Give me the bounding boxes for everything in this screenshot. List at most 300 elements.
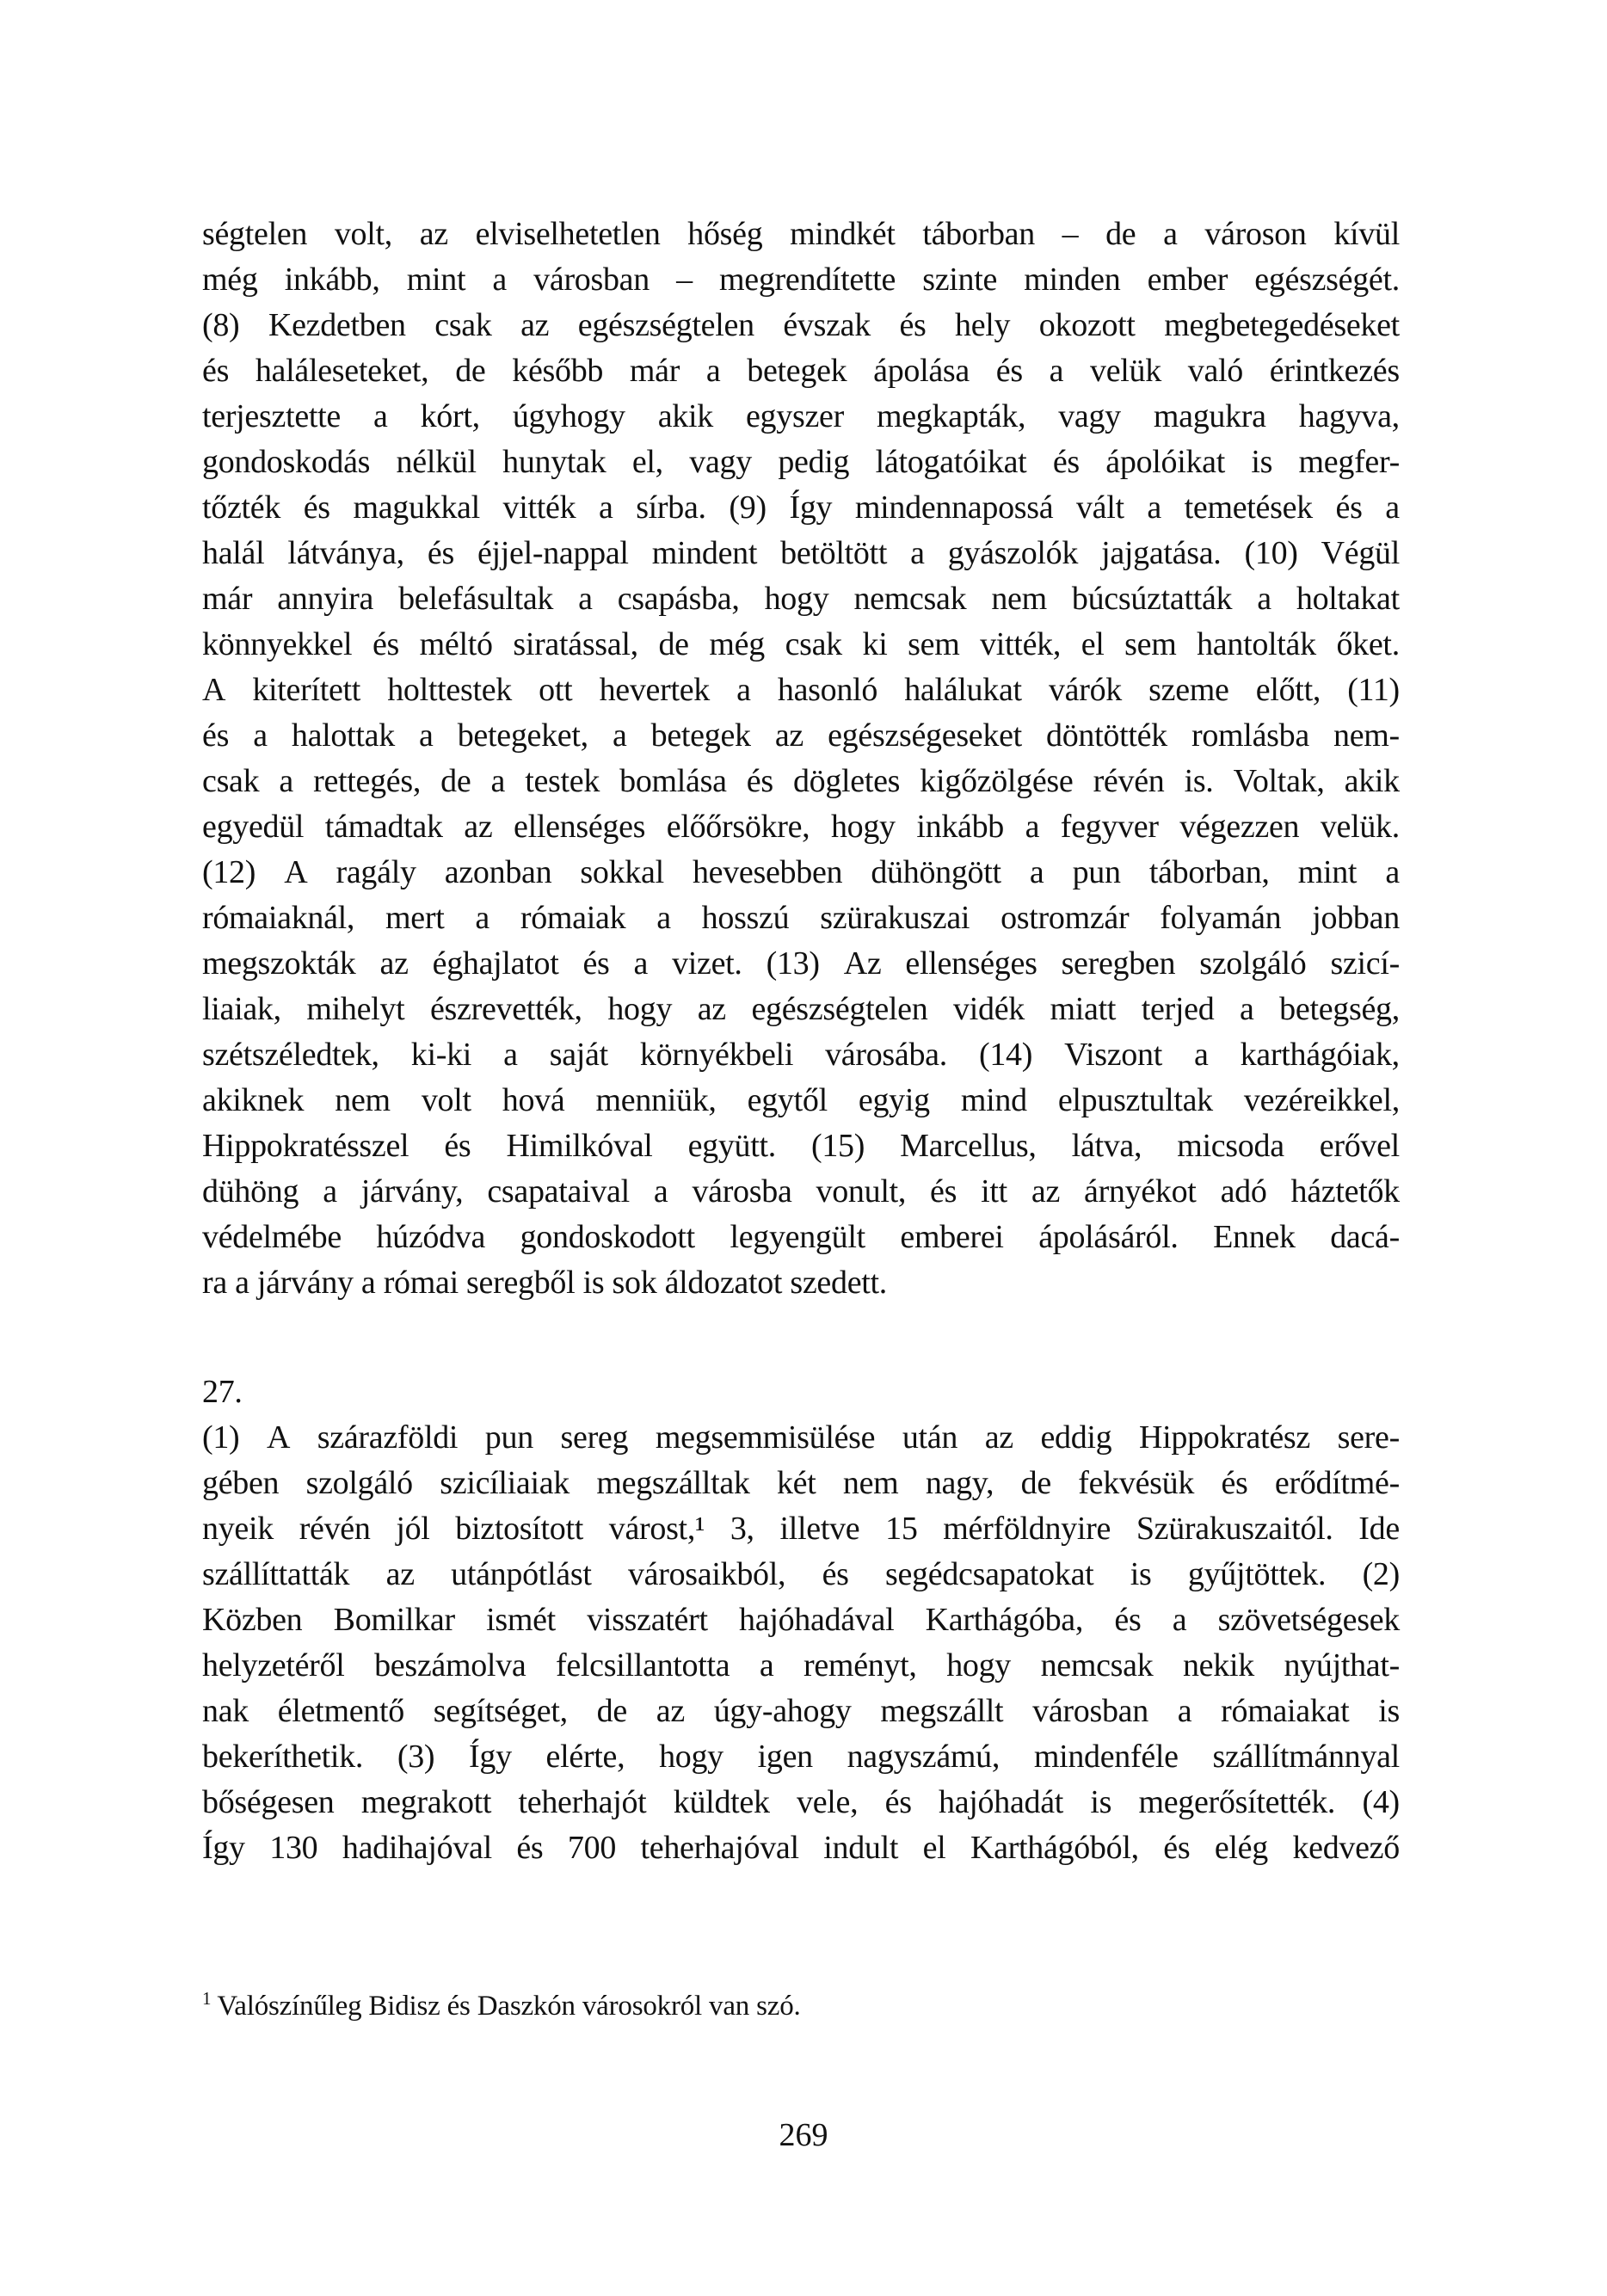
word: segédcsapatokat [885, 1556, 1094, 1592]
word: miatt [1050, 991, 1117, 1027]
word: indult [823, 1830, 899, 1866]
word: kiterített [252, 672, 361, 708]
text-line [202, 1552, 1400, 1597]
word: szicíliaiak [440, 1465, 570, 1501]
word: mindkét [790, 216, 896, 252]
word: nem [335, 1082, 391, 1118]
word: Bomilkar [333, 1602, 455, 1638]
word: 130 [269, 1830, 318, 1866]
word: sere- [1337, 1419, 1400, 1456]
word: és [202, 717, 230, 754]
word: szicí- [1330, 945, 1400, 982]
text-line [202, 1734, 1400, 1780]
word: és [427, 535, 454, 571]
word: megfer- [1298, 444, 1400, 480]
word: ostromzár [1001, 900, 1130, 936]
word: még [709, 626, 765, 662]
word: látogatóikat [875, 444, 1027, 480]
word: annyira [277, 581, 374, 617]
text-line [202, 1461, 1400, 1506]
paragraph [202, 1415, 1400, 1871]
word: teherhajóval [640, 1830, 799, 1866]
word: végezzen [1179, 809, 1300, 845]
word: folyamán [1160, 900, 1282, 936]
word: nyeik [202, 1511, 274, 1547]
word: hogy [607, 991, 673, 1027]
text-line [202, 531, 1400, 576]
word: a [1257, 581, 1271, 617]
word: a [503, 1037, 518, 1073]
word: kigőzölgése [920, 763, 1074, 799]
word: Így [469, 1739, 512, 1775]
word: vele, [797, 1784, 859, 1820]
word: hadihajóval [342, 1830, 492, 1866]
word: itt [981, 1173, 1007, 1210]
text-line [202, 850, 1400, 896]
word: de [1020, 1465, 1051, 1501]
word: az [419, 216, 448, 252]
word: is [1378, 1693, 1400, 1729]
word: a [656, 900, 671, 936]
word: városba [692, 1173, 792, 1210]
word: akik [1344, 763, 1400, 799]
word: azonban [444, 854, 552, 890]
word: látványa, [287, 535, 404, 571]
word: egészségtelen [577, 307, 754, 343]
word: és [822, 1556, 849, 1592]
word: és [303, 489, 330, 526]
word: fegyver [1060, 809, 1159, 845]
text-line [202, 257, 1400, 303]
word: (14) [978, 1037, 1033, 1073]
word: együtt. [687, 1128, 776, 1164]
word: vezéreikkel, [1243, 1082, 1400, 1118]
word: és [1335, 489, 1363, 526]
word: városába. [825, 1037, 947, 1073]
word: az [697, 991, 726, 1027]
word: szétszéledtek, [202, 1037, 379, 1073]
word: csak [785, 626, 842, 662]
word: egészségét. [1254, 262, 1400, 298]
word: nagyszámú, [847, 1739, 1001, 1775]
word: észrevették, [429, 991, 582, 1027]
word: (11) [1347, 672, 1400, 708]
word: hevesebben [692, 854, 843, 890]
body-text [202, 212, 1400, 1871]
word: halálukat [904, 672, 1022, 708]
word: rettegés, [313, 763, 422, 799]
word: megsemmisülése [655, 1419, 876, 1456]
word: gyűjtöttek. [1187, 1556, 1327, 1592]
word: Hippokratész [1138, 1419, 1310, 1456]
text-line [202, 941, 1400, 987]
word: is [1251, 444, 1273, 480]
word: erődítmé- [1274, 1465, 1400, 1501]
word: évszak [783, 307, 871, 343]
word: biztosított [455, 1511, 583, 1547]
word: a [323, 1173, 337, 1210]
word: legyengült [730, 1219, 865, 1255]
word: szeme [1148, 672, 1229, 708]
word: sokkal [580, 854, 664, 890]
word: városban [1032, 1693, 1148, 1729]
text-line [202, 1415, 1400, 1461]
word: jobban [1312, 900, 1400, 936]
word: – [1062, 216, 1079, 252]
word: egytől [747, 1082, 828, 1118]
word: de [1105, 216, 1136, 252]
word: a [279, 763, 293, 799]
word: városaikból, [627, 1556, 786, 1592]
word: árnyékot [1084, 1173, 1197, 1210]
word: várók [1048, 672, 1122, 708]
word: (1) [202, 1419, 240, 1456]
word: révén [299, 1511, 371, 1547]
word: vizet. [672, 945, 742, 982]
word: szolgáló [1199, 945, 1307, 982]
word: betöltött [780, 535, 888, 571]
word: az [984, 1419, 1013, 1456]
word: döntötték [1046, 717, 1167, 754]
word: bőségesen [202, 1784, 335, 1820]
word: magukkal [353, 489, 480, 526]
word: betegség, [1279, 991, 1400, 1027]
word: szövetségesek [1217, 1602, 1400, 1638]
word: és [516, 1830, 544, 1866]
word: akik [657, 398, 713, 434]
word: karthágóiak, [1240, 1037, 1400, 1073]
word: mihelyt [306, 991, 405, 1027]
word: rómaiak [520, 900, 626, 936]
word: dühöngött [871, 854, 1001, 890]
word: környékbeli [639, 1037, 794, 1073]
word: a [1177, 1693, 1192, 1729]
word: sem [1124, 626, 1177, 662]
word: felcsillantotta [556, 1647, 730, 1684]
text-line [202, 987, 1400, 1032]
word: kívül [1333, 216, 1400, 252]
word: a [612, 717, 627, 754]
word: támadtak [324, 809, 443, 845]
word: a [253, 717, 268, 754]
word: rómaiaknál, [202, 900, 355, 936]
word: haláleseteket, [255, 353, 429, 389]
word: a [1049, 353, 1064, 389]
word: szállíttatták [202, 1556, 350, 1592]
word: nélkül [396, 444, 477, 480]
page-number: 269 [779, 2117, 828, 2153]
word: volt, [334, 216, 392, 252]
word: a [736, 672, 751, 708]
word: ember [1147, 262, 1228, 298]
word: és [1052, 444, 1080, 480]
text-line [202, 896, 1400, 941]
text-line [202, 1169, 1400, 1215]
word: is [1130, 1556, 1152, 1592]
text-line: ra a járvány a római seregből is sok áldozatot szedett. [202, 1265, 887, 1301]
word: fekvésük [1078, 1465, 1195, 1501]
word: előtt, [1255, 672, 1321, 708]
word: szürakuszai [820, 900, 970, 936]
word: hunytak [502, 444, 606, 480]
word: minden [1024, 262, 1121, 298]
word: a [1163, 216, 1178, 252]
word: saját [549, 1037, 608, 1073]
text-line [202, 759, 1400, 804]
word: után [902, 1419, 958, 1456]
text-line [202, 1643, 1400, 1689]
word: a [1385, 854, 1400, 890]
word: emberei [900, 1219, 1004, 1255]
word: vagy [1058, 398, 1121, 434]
word: városon [1204, 216, 1307, 252]
text-line [202, 576, 1400, 622]
word: ismét [486, 1602, 556, 1638]
word: előőrsökre, [666, 809, 810, 845]
footnote-marker: 1 [202, 1988, 212, 2009]
word: a [653, 1173, 668, 1210]
word: megkapták, [876, 398, 1026, 434]
word: városban [533, 262, 650, 298]
word: és [1163, 1830, 1191, 1866]
word: bomlása [619, 763, 727, 799]
word: gondoskodás [202, 444, 371, 480]
word: megszálltak [596, 1465, 750, 1501]
word: egyig [858, 1082, 930, 1118]
word: inkább [916, 809, 1004, 845]
word: a [578, 581, 593, 617]
word: visszatért [587, 1602, 708, 1638]
text-line [202, 713, 1400, 759]
word: dühöng [202, 1173, 299, 1210]
word: micsoda [1177, 1128, 1284, 1164]
word: Ide [1358, 1511, 1400, 1547]
word: csak [434, 307, 492, 343]
word: siratással, [513, 626, 638, 662]
text-line [202, 1780, 1400, 1825]
word: hogy [830, 809, 896, 845]
footnote [202, 1979, 801, 2025]
text-line [202, 1825, 1400, 1871]
word: Voltak, [1233, 763, 1325, 799]
word: el [1081, 626, 1105, 662]
word: Így [789, 489, 833, 526]
word: vonult, [816, 1173, 907, 1210]
text-line [202, 804, 1400, 850]
word: hová [502, 1082, 565, 1118]
text-line [202, 348, 1400, 394]
word: és [444, 1128, 471, 1164]
word: belefásultak [398, 581, 554, 617]
word: (3) [397, 1739, 435, 1775]
text-line [202, 622, 1400, 668]
word: hely [955, 307, 1011, 343]
word: pun [484, 1419, 533, 1456]
word: védelmébe [202, 1219, 342, 1255]
text-line [202, 668, 1400, 713]
word: bekeríthetik. [202, 1739, 364, 1775]
word: Végül [1321, 535, 1400, 571]
word: gondoskodott [520, 1219, 695, 1255]
word: (9) [729, 489, 767, 526]
word: szinte [922, 262, 998, 298]
word: nekik [1182, 1647, 1254, 1684]
word: ott [539, 672, 573, 708]
word: hajóhadával [739, 1602, 895, 1638]
word: (2) [1362, 1556, 1400, 1592]
word: ki [862, 626, 888, 662]
word: mert [385, 900, 445, 936]
word: csapataival [487, 1173, 630, 1210]
word: éjjel-nappal [477, 535, 629, 571]
word: és [930, 1173, 957, 1210]
word: nak [202, 1693, 249, 1729]
word: velük. [1320, 809, 1400, 845]
word: elpusztultak [1057, 1082, 1213, 1118]
word: táborban, [1148, 854, 1270, 890]
word: révén [1093, 763, 1165, 799]
word: őket. [1336, 626, 1400, 662]
word: betegek [747, 353, 847, 389]
word: halottak [291, 717, 395, 754]
word: akiknek [202, 1082, 305, 1118]
word: elérte, [545, 1739, 625, 1775]
word: az [656, 1693, 685, 1729]
word: Karthágóba, [925, 1602, 1084, 1638]
text-line [202, 1078, 1400, 1123]
word: a [633, 945, 649, 982]
word: elég [1214, 1830, 1268, 1866]
word: megrakott [360, 1784, 492, 1820]
word: és [202, 353, 230, 389]
word: egészségtelen [751, 991, 928, 1027]
word: az [774, 717, 804, 754]
word: mindenféle [1033, 1739, 1179, 1775]
word: hosszú [701, 900, 790, 936]
word: hogy [764, 581, 829, 617]
text-line [202, 1689, 1400, 1734]
word: és [372, 626, 399, 662]
word: volt [421, 1082, 471, 1118]
word: okozott [1038, 307, 1136, 343]
word: megrendítette [719, 262, 896, 298]
word: (8) [202, 307, 240, 343]
word: halál [202, 535, 265, 571]
word: 15 [885, 1511, 918, 1547]
word: vitték, [980, 626, 1062, 662]
word: táborban [922, 216, 1035, 252]
word: segítséget, [433, 1693, 568, 1729]
word: az [385, 1556, 415, 1592]
footnote-text: Valószínűleg Bidisz és Daszkón városokról van szó. [217, 1991, 801, 2022]
paragraph [202, 212, 1400, 1306]
text-line [202, 1032, 1400, 1078]
word: de [440, 763, 471, 799]
word: (13) [766, 945, 820, 982]
word: de [455, 353, 486, 389]
word: még [202, 262, 258, 298]
section-number: 27. [202, 1374, 243, 1410]
word: beszámolva [374, 1647, 526, 1684]
word: egészségeseket [828, 717, 1022, 754]
word: Ennek [1213, 1219, 1296, 1255]
word: pun [1072, 854, 1121, 890]
word: a [910, 535, 925, 571]
word: életmentő [277, 1693, 404, 1729]
word: háztetők [1290, 1173, 1400, 1210]
word: vált [1075, 489, 1124, 526]
word: pedig [778, 444, 850, 480]
text-line [202, 212, 1400, 257]
word: hagyva, [1298, 398, 1400, 434]
word: el [922, 1830, 946, 1866]
word: az [520, 307, 550, 343]
word: Himilkóval [506, 1128, 653, 1164]
word: ségtelen [202, 216, 308, 252]
word: a [598, 489, 613, 526]
word: az [464, 809, 493, 845]
word: illetve [779, 1511, 860, 1547]
word: az [379, 945, 409, 982]
word: a [1172, 1602, 1187, 1638]
word: is. [1184, 763, 1214, 799]
word: terjed [1141, 991, 1215, 1027]
word: a [759, 1647, 774, 1684]
word: úgy-ahogy [713, 1693, 852, 1729]
word: vagy [689, 444, 752, 480]
word: Közben [202, 1602, 303, 1638]
word: hantolták [1197, 626, 1316, 662]
text-line [202, 1215, 1400, 1260]
word: kedvező [1292, 1830, 1400, 1866]
word: Viszont [1064, 1037, 1162, 1073]
word: hasonló [777, 672, 878, 708]
word: eddig [1040, 1419, 1112, 1456]
word: nem [991, 581, 1047, 617]
word: A [202, 672, 226, 708]
word: nemcsak [1040, 1647, 1154, 1684]
word: mint [1297, 854, 1358, 890]
word: ellenséges [514, 809, 646, 845]
word: elviselhetetlen [475, 216, 661, 252]
word: úgyhogy [512, 398, 625, 434]
word: 3, [730, 1511, 754, 1547]
word: nemcsak [853, 581, 967, 617]
word: a [1240, 991, 1254, 1027]
word: hajóhadát [939, 1784, 1064, 1820]
word: megszállt [880, 1693, 1004, 1729]
word: éghajlatot [432, 945, 559, 982]
word: érintkezés [1269, 353, 1400, 389]
word: a [373, 398, 388, 434]
word: mérföldnyire [943, 1511, 1111, 1547]
word: Marcellus, [900, 1128, 1037, 1164]
word: hevertek [599, 672, 710, 708]
word: mint [406, 262, 466, 298]
word: később [512, 353, 604, 389]
text-line [202, 1506, 1400, 1552]
word: gyászolók [947, 535, 1079, 571]
word: a [490, 763, 506, 799]
word: mindennapossá [854, 489, 1054, 526]
word: holtakat [1296, 581, 1400, 617]
word: járvány, [360, 1173, 464, 1210]
word: igen [757, 1739, 813, 1775]
word: és [884, 1784, 912, 1820]
word: a [419, 717, 434, 754]
word: mind [960, 1082, 1027, 1118]
word: nagy, [925, 1465, 994, 1501]
